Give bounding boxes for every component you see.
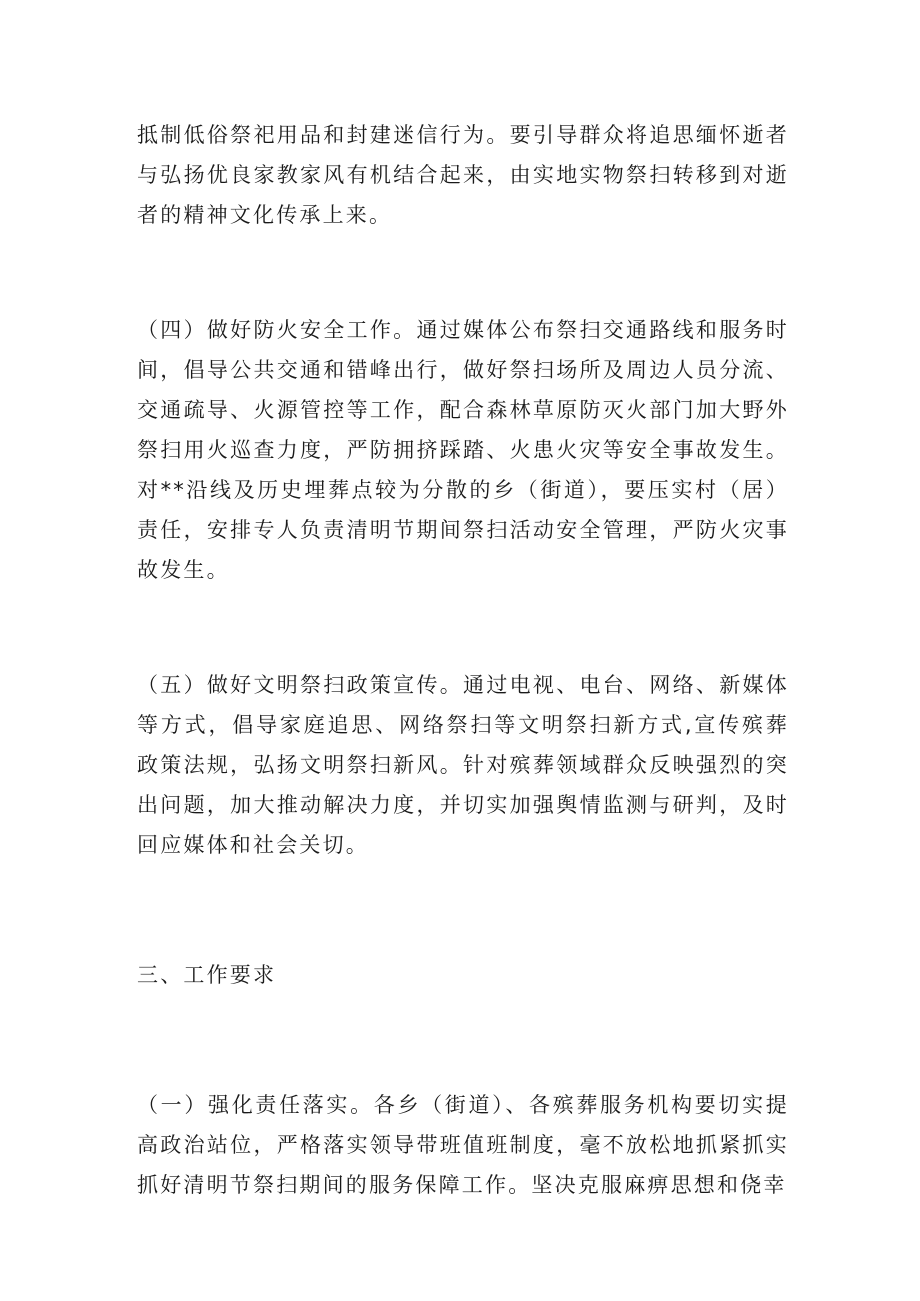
paragraph-civilized-customs: 抵制低俗祭祀用品和封建迷信行为。要引导群众将追思缅怀逝者与弘扬优良家教家风有机结合起来，由实地实物祭扫转移到对逝者的精神文化传承上来。 (137, 123, 789, 227)
paragraph-fire-safety: （四）做好防火安全工作。通过媒体公布祭扫交通路线和服务时间，倡导公共交通和错峰出行，做好祭扫场所及周边人员分流、交通疏导、火源管控等工作，配合森林草原防灭火部门加大野外祭扫用火巡查力度，严防拥挤踩踏、火患火灾等安全事故发生。对**沿线及历史埋葬点较为分散的乡（街道），要压实村（居）责任，安排专人负责清明节期间祭扫活动安全管理，严防火灾事故发生。 (137, 318, 789, 582)
paragraph-responsibility: （一）强化责任落实。各乡（街道）、各殡葬服务机构要切实提高政治站位，严格落实领导带班值班制度，毫不放松地抓紧抓实抓好清明节祭扫期间的服务保障工作。坚决克服麻痹思想和侥幸 (137, 1093, 789, 1197)
section-heading: 三、工作要求 (137, 963, 277, 987)
paragraph-policy-publicity: （五）做好文明祭扫政策宣传。通过电视、电台、网络、新媒体等方式，倡导家庭追思、网络祭扫等文明祭扫新方式,宣传殡葬政策法规，弘扬文明祭扫新风。针对殡葬领域群众反映强烈的突出问题，加大推动解决力度，并切实加强舆情监测与研判，及时回应媒体和社会关切。 (137, 673, 789, 857)
